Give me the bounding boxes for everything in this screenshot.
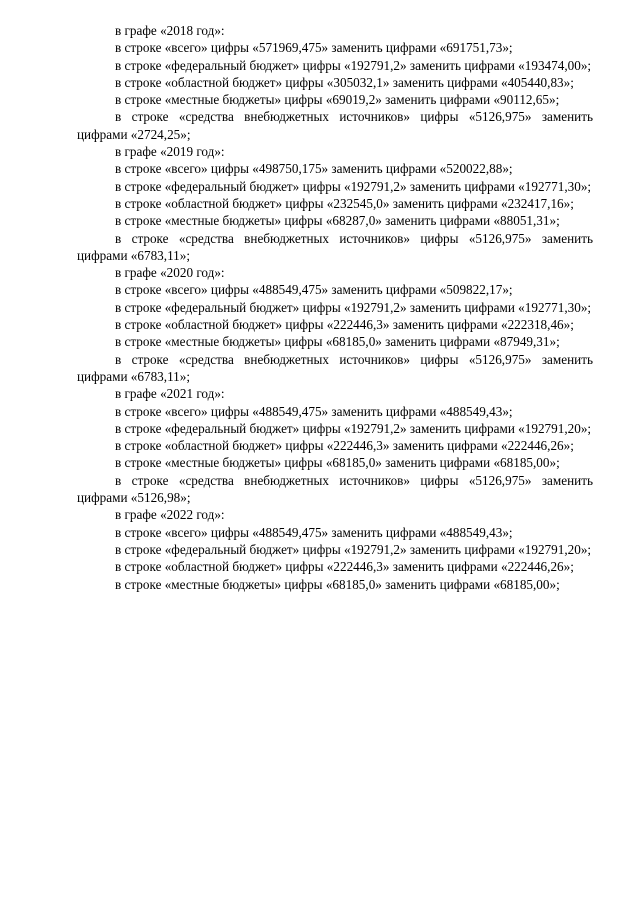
row-federal-2022: в строке «федеральный бюджет» цифры «192791,2» заменить цифрами «192791,20»; <box>115 541 592 557</box>
row-local-2022: в строке «местные бюджеты» цифры «68185,0» заменить цифрами «68185,00»; <box>115 576 560 592</box>
row-local-2018: в строке «местные бюджеты» цифры «69019,2» заменить цифрами «90112,65»; <box>115 92 560 108</box>
row-local-2019: в строке «местные бюджеты» цифры «68287,0» заменить цифрами «88051,31»; <box>115 213 560 229</box>
row-federal-2021: в строке «федеральный бюджет» цифры «192791,2» заменить цифрами «192791,20»; <box>115 420 592 436</box>
row-total-2022: в строке «всего» цифры «488549,475» заменить цифрами «488549,43»; <box>115 524 513 540</box>
row-federal-2018: в строке «федеральный бюджет» цифры «192791,2» заменить цифрами «193474,00»; <box>115 57 592 73</box>
year-2020-heading: в графе «2020 год»: <box>115 265 225 281</box>
row-regional-2019: в строке «областной бюджет» цифры «232545,0» заменить цифрами «232417,16»; <box>115 195 574 211</box>
row-total-2018: в строке «всего» цифры «571969,475» заменить цифрами «691751,73»; <box>115 40 513 56</box>
year-2019-heading: в графе «2019 год»: <box>115 144 225 160</box>
row-total-2019: в строке «всего» цифры «498750,175» заменить цифрами «520022,88»; <box>115 161 513 177</box>
row-local-2021: в строке «местные бюджеты» цифры «68185,0» заменить цифрами «68185,00»; <box>115 455 560 471</box>
row-federal-2020: в строке «федеральный бюджет» цифры «192791,2» заменить цифрами «192771,30»; <box>115 299 592 315</box>
row-extrabudget-2018: в строке «средства внебюджетных источников» цифры «5126,975» заменить цифрами «2724,25»; <box>77 109 593 142</box>
year-2018-heading: в графе «2018 год»: <box>115 23 225 38</box>
row-federal-2019: в строке «федеральный бюджет» цифры «192791,2» заменить цифрами «192771,30»; <box>115 178 592 194</box>
row-extrabudget-2019: в строке «средства внебюджетных источников» цифры «5126,975» заменить цифрами «6783,11»; <box>77 230 593 263</box>
row-local-2020: в строке «местные бюджеты» цифры «68185,0» заменить цифрами «87949,31»; <box>115 334 560 350</box>
row-extrabudget-2021: в строке «средства внебюджетных источников» цифры «5126,975» заменить цифрами «5126,98»; <box>77 472 593 506</box>
row-regional-2021: в строке «областной бюджет» цифры «222446,3» заменить цифрами «222446,26»; <box>115 438 574 454</box>
document-page <box>77 22 593 593</box>
row-extrabudget-2020: в строке «средства внебюджетных источников» цифры «5126,975» заменить цифрами «6783,11»; <box>77 351 593 384</box>
row-regional-2020: в строке «областной бюджет» цифры «222446,3» заменить цифрами «222318,46»; <box>115 317 574 333</box>
row-total-2021: в строке «всего» цифры «488549,475» заменить цифрами «488549,43»; <box>115 403 513 419</box>
row-regional-2022: в строке «областной бюджет» цифры «222446,3» заменить цифрами «222446,26»; <box>115 559 574 575</box>
year-2021-heading: в графе «2021 год»: <box>115 386 225 402</box>
year-2022-heading: в графе «2022 год»: <box>115 507 225 523</box>
row-regional-2018: в строке «областной бюджет» цифры «305032,1» заменить цифрами «405440,83»; <box>115 74 574 90</box>
row-total-2020: в строке «всего» цифры «488549,475» заменить цифрами «509822,17»; <box>115 282 513 298</box>
